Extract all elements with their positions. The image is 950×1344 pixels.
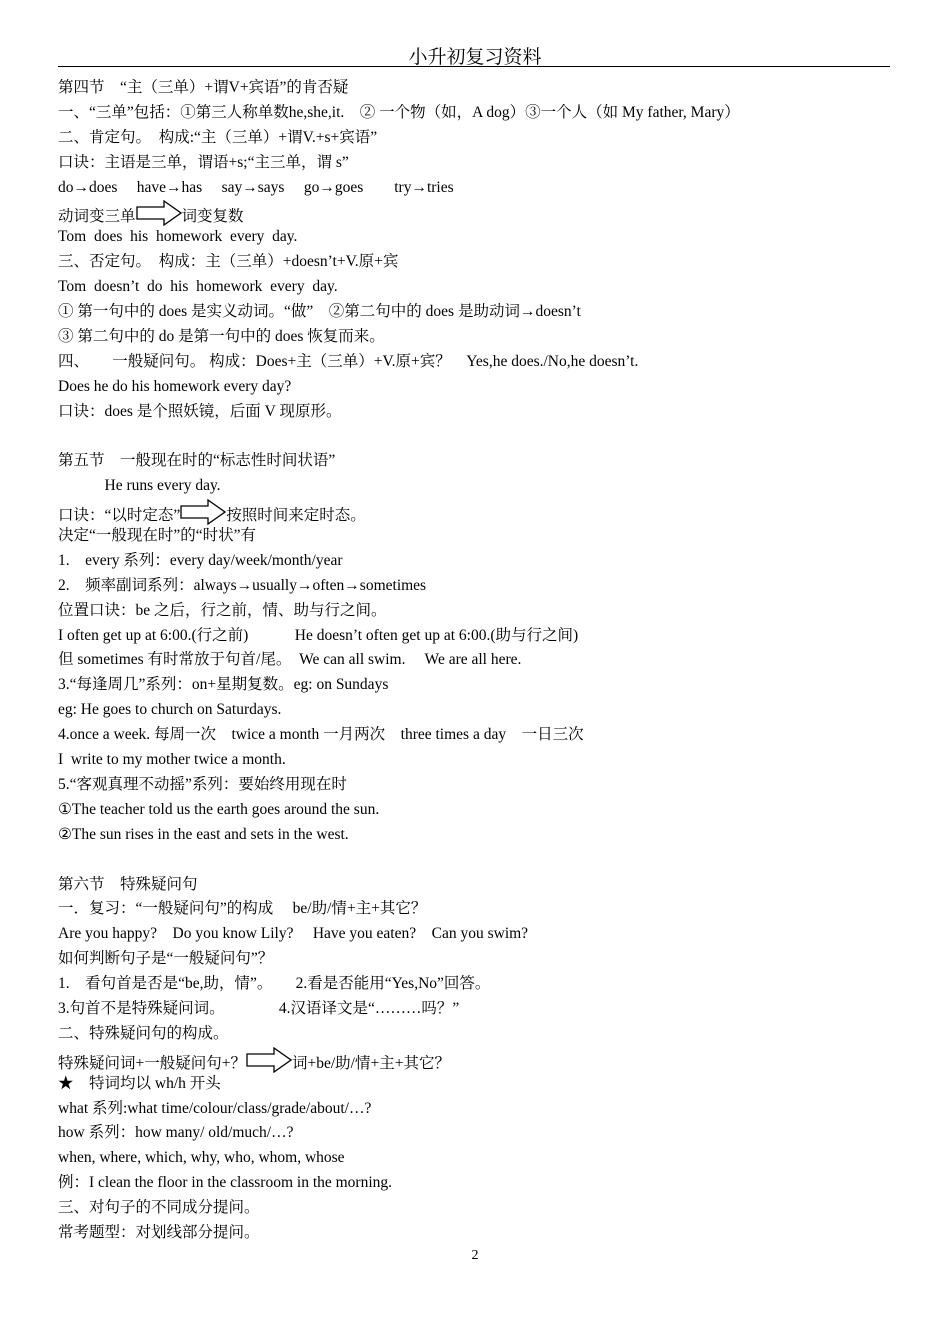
text-line: 三、对句子的不同成分提问。 [58,1199,260,1217]
text-line: I often get up at 6:00.(行之前) He doesn’t often get up at 6:00.(助与行之间) [58,626,579,644]
line-text-before-arrow: 口诀：“以时定态” [58,507,181,525]
text-line: do→does have→has say→says go→goes try→tries [58,178,454,196]
line-text-after-arrow: 词+be/助/情+主+其它？ [291,1054,450,1072]
text-line: ③ 第二句中的 do 是第一句中的 does 恢复而来。 [58,327,385,345]
document-body [58,76,898,1246]
text-line: 常考题型：对划线部分提问。 [58,1223,260,1241]
text-line: He runs every day. [58,477,221,495]
text-line [58,499,898,524]
page-number: 2 [471,1248,479,1263]
text-line: 2. 频率副词系列：always→usually→often→sometimes [58,576,427,594]
text-line [58,1047,898,1072]
text-line: 第五节 一般现在时的“标志性时间状语” [58,452,336,470]
text-line: 决定“一般现在时”的“时状”有 [58,527,257,545]
text-line: ① 第一句中的 does 是实义动词。“做” ②第二句中的 does 是助动词→doesn’t [58,303,581,321]
header-rule [58,66,890,67]
text-line: when, where, which, why, who, whom, whose [58,1149,345,1167]
text-line: 位置口诀：be 之后，行之前，情、助与行之间。 [58,601,387,619]
text-line: 第四节 “主（三单）+谓V+宾语”的肯否疑 [58,79,349,96]
text-line: Tom doesn’t do his homework every day. [58,278,338,296]
page-header-title: 小升初复习资料 [408,47,542,68]
line-text-before-arrow: 特殊疑问词+一般疑问句+？ [58,1054,246,1072]
text-line [58,424,898,449]
text-line: Does he do his homework every day? [58,377,292,395]
text-line: Tom does his homework every day. [58,228,298,246]
text-line: 一、“三单”包括：①第三人称单数he,she,it. ② 一个物（如，A dog）③一个人（如 My father, Mary） [58,103,740,121]
text-line: 一．复习：“一般疑问句”的构成 be/助/情+主+其它？ [58,900,427,918]
text-line: 三、否定句。 构成：主（三单）+doesn’t+V.原+宾 [58,253,399,271]
text-line: how 系列：how many/ old/much/…? [58,1124,294,1142]
text-line: 四、 一般疑问句。 构成：Does+主（三单）+V.原+宾？ Yes,he does./No,he doesn’t. [58,352,639,370]
line-text-before-arrow: 动词变三单 [58,208,136,226]
text-line: 例：I clean the floor in the classroom in the morning. [58,1174,393,1192]
line-text-after-arrow: 词变复数 [181,208,244,226]
text-line: 二、肯定句。 构成:“主（三单）+谓V.+s+宾语” [58,128,378,146]
line-text-after-arrow: 按照时间来定时态。 [226,507,366,525]
right-arrow-icon [246,1047,292,1082]
text-line: 3.句首不是特殊疑问词。 4.汉语译文是“………吗？” [58,999,460,1017]
text-line: ★ 特词均以 wh/h 开头 [58,1074,221,1092]
text-line: ①The teacher told us the earth goes around the sun. [58,800,380,818]
text-line: what 系列:what time/colour/class/grade/about/…? [58,1099,372,1117]
text-line: 但 sometimes 有时常放于句首/尾。 We can all swim. We are all here. [58,651,522,669]
text-line: 第六节 特殊疑问句 [58,875,198,893]
text-line: 二、特殊疑问句的构成。 [58,1024,229,1042]
text-line: 4.once a week. 每周一次 twice a month 一月两次 three times a day 一日三次 [58,726,584,744]
text-line: 如何判断句子是“一般疑问句”？ [58,950,274,968]
text-line [58,200,898,225]
text-line: 5.“客观真理不动摇”系列：要始终用现在时 [58,775,347,793]
text-line: Are you happy? Do you know Lily? Have you eaten? Can you swim? [58,925,529,943]
text-line: 1. 看句首是否是“be,助，情”。 2.看是否能用“Yes,No”回答。 [58,975,491,993]
text-line: 1. every 系列：every day/week/month/year [58,551,343,569]
text-line: ②The sun rises in the east and sets in the west. [58,825,349,843]
text-line: 3.“每逢周几”系列：on+星期复数。eg: on Sundays [58,676,389,694]
text-line: 口诀：主语是三单，谓语+s;“主三单，谓 s” [58,153,349,171]
text-line: 口诀：does 是个照妖镜，后面 V 现原形。 [58,402,342,420]
text-line: eg: He goes to church on Saturdays. [58,701,282,719]
text-line: I write to my mother twice a month. [58,751,286,769]
text-line [58,848,898,873]
